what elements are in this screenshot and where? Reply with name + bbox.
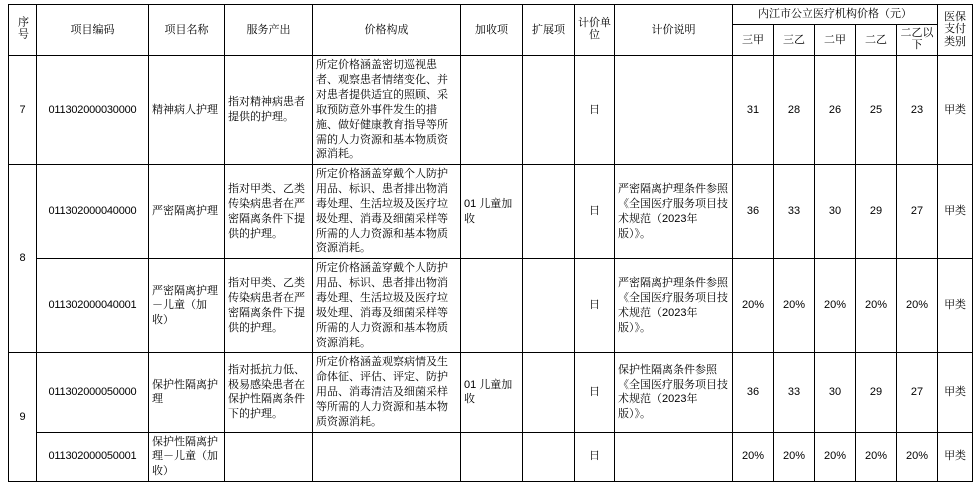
cell-extra-charge <box>461 432 523 482</box>
cell-price-4: 20% <box>856 432 897 482</box>
cell-composition: 所定价格涵盖穿戴个人防护用品、标识、患者排出物消毒处理、生活垃圾及医疗垃圾处理、消毒及细菌采样等所需的人力资源和基本物质资源消耗。 <box>313 259 461 353</box>
cell-code: 011302000030000 <box>37 56 149 165</box>
cell-price-4: 29 <box>856 165 897 259</box>
cell-composition: 所定价格涵盖密切巡视患者、观察患者情绪变化、并对患者提供适宜的照顾、采取预防意外事件发生的措施、做好健康教育指导等所需的人力资源和基本物质资源消耗。 <box>313 56 461 165</box>
cell-extra-charge <box>461 259 523 353</box>
header-level-2: 三乙 <box>774 24 815 55</box>
cell-price-2: 33 <box>774 353 815 432</box>
header-level-1: 三甲 <box>733 24 774 55</box>
cell-price-2: 33 <box>774 165 815 259</box>
cell-price-5: 23 <box>897 56 938 165</box>
cell-price-5: 27 <box>897 165 938 259</box>
cell-name: 严密隔离护理 <box>149 165 225 259</box>
cell-note: 保护性隔离条件参照《全国医疗服务项目技术规范（2023年版）》。 <box>615 353 733 432</box>
cell-unit: 日 <box>575 259 615 353</box>
header-seq: 序号 <box>9 5 37 56</box>
medical-price-table <box>8 4 973 482</box>
cell-note <box>615 56 733 165</box>
header-name: 项目名称 <box>149 5 225 56</box>
cell-price-2: 20% <box>774 432 815 482</box>
cell-price-3: 30 <box>815 165 856 259</box>
cell-note <box>615 432 733 482</box>
cell-composition: 所定价格涵盖穿戴个人防护用品、标识、患者排出物消毒处理、生活垃圾及医疗垃圾处理、消毒及细菌采样等所需的人力资源和基本物质资源消耗。 <box>313 165 461 259</box>
cell-insurance: 甲类 <box>938 56 973 165</box>
header-level-5: 二乙以下 <box>897 24 938 55</box>
cell-name: 严密隔离护理－儿童（加收） <box>149 259 225 353</box>
table-header-row-1 <box>9 5 973 25</box>
cell-output <box>225 432 313 482</box>
cell-note: 严密隔离护理条件参照《全国医疗服务项目技术规范（2023年版）》。 <box>615 259 733 353</box>
cell-insurance: 甲类 <box>938 432 973 482</box>
header-level-3: 二甲 <box>815 24 856 55</box>
cell-extension <box>523 56 575 165</box>
cell-name: 保护性隔离护理－儿童（加收） <box>149 432 225 482</box>
table-row <box>9 259 973 353</box>
cell-extension <box>523 165 575 259</box>
cell-price-4: 25 <box>856 56 897 165</box>
cell-price-4: 29 <box>856 353 897 432</box>
cell-price-3: 26 <box>815 56 856 165</box>
cell-price-1: 31 <box>733 56 774 165</box>
cell-price-4: 20% <box>856 259 897 353</box>
cell-code: 011302000040001 <box>37 259 149 353</box>
cell-extra-charge <box>461 56 523 165</box>
cell-price-1: 36 <box>733 165 774 259</box>
cell-code: 011302000050000 <box>37 353 149 432</box>
table-row <box>9 353 973 432</box>
header-composition: 价格构成 <box>313 5 461 56</box>
cell-unit: 日 <box>575 432 615 482</box>
cell-unit: 日 <box>575 353 615 432</box>
header-extension: 扩展项 <box>523 5 575 56</box>
cell-composition <box>313 432 461 482</box>
header-level-4: 二乙 <box>856 24 897 55</box>
cell-extension <box>523 353 575 432</box>
cell-price-1: 20% <box>733 432 774 482</box>
cell-unit: 日 <box>575 165 615 259</box>
cell-unit: 日 <box>575 56 615 165</box>
cell-code: 011302000040000 <box>37 165 149 259</box>
cell-price-3: 20% <box>815 259 856 353</box>
header-price-group: 内江市公立医疗机构价格（元） <box>733 5 938 25</box>
cell-seq: 7 <box>9 56 37 165</box>
cell-insurance: 甲类 <box>938 353 973 432</box>
cell-price-2: 28 <box>774 56 815 165</box>
cell-seq: 8 <box>9 165 37 353</box>
cell-output: 指对精神病患者提供的护理。 <box>225 56 313 165</box>
cell-name: 保护性隔离护理 <box>149 353 225 432</box>
cell-code: 011302000050001 <box>37 432 149 482</box>
header-insurance: 医保支付类别 <box>938 5 973 56</box>
cell-price-1: 20% <box>733 259 774 353</box>
header-extra-charge: 加收项 <box>461 5 523 56</box>
cell-extra-charge: 01 儿童加收 <box>461 353 523 432</box>
cell-price-1: 36 <box>733 353 774 432</box>
header-output: 服务产出 <box>225 5 313 56</box>
cell-output: 指对抵抗力低、极易感染患者在保护性隔离条件下的护理。 <box>225 353 313 432</box>
cell-price-5: 20% <box>897 432 938 482</box>
cell-price-3: 20% <box>815 432 856 482</box>
cell-composition: 所定价格涵盖观察病情及生命体征、评估、评定、防护用品、消毒清洁及细菌采样等所需的人力资源和基本物质资源消耗。 <box>313 353 461 432</box>
cell-note: 严密隔离护理条件参照《全国医疗服务项目技术规范（2023年版）》。 <box>615 165 733 259</box>
cell-price-5: 27 <box>897 353 938 432</box>
cell-extension <box>523 259 575 353</box>
cell-name: 精神病人护理 <box>149 56 225 165</box>
cell-price-5: 20% <box>897 259 938 353</box>
table-row <box>9 56 973 165</box>
header-code: 项目编码 <box>37 5 149 56</box>
cell-insurance: 甲类 <box>938 165 973 259</box>
cell-output: 指对甲类、乙类传染病患者在严密隔离条件下提供的护理。 <box>225 165 313 259</box>
cell-extension <box>523 432 575 482</box>
cell-output: 指对甲类、乙类传染病患者在严密隔离条件下提供的护理。 <box>225 259 313 353</box>
table-row <box>9 432 973 482</box>
cell-price-3: 30 <box>815 353 856 432</box>
cell-price-2: 20% <box>774 259 815 353</box>
header-note: 计价说明 <box>615 5 733 56</box>
cell-extra-charge: 01 儿童加收 <box>461 165 523 259</box>
header-unit: 计价单位 <box>575 5 615 56</box>
cell-seq: 9 <box>9 353 37 482</box>
cell-insurance: 甲类 <box>938 259 973 353</box>
table-row <box>9 165 973 259</box>
